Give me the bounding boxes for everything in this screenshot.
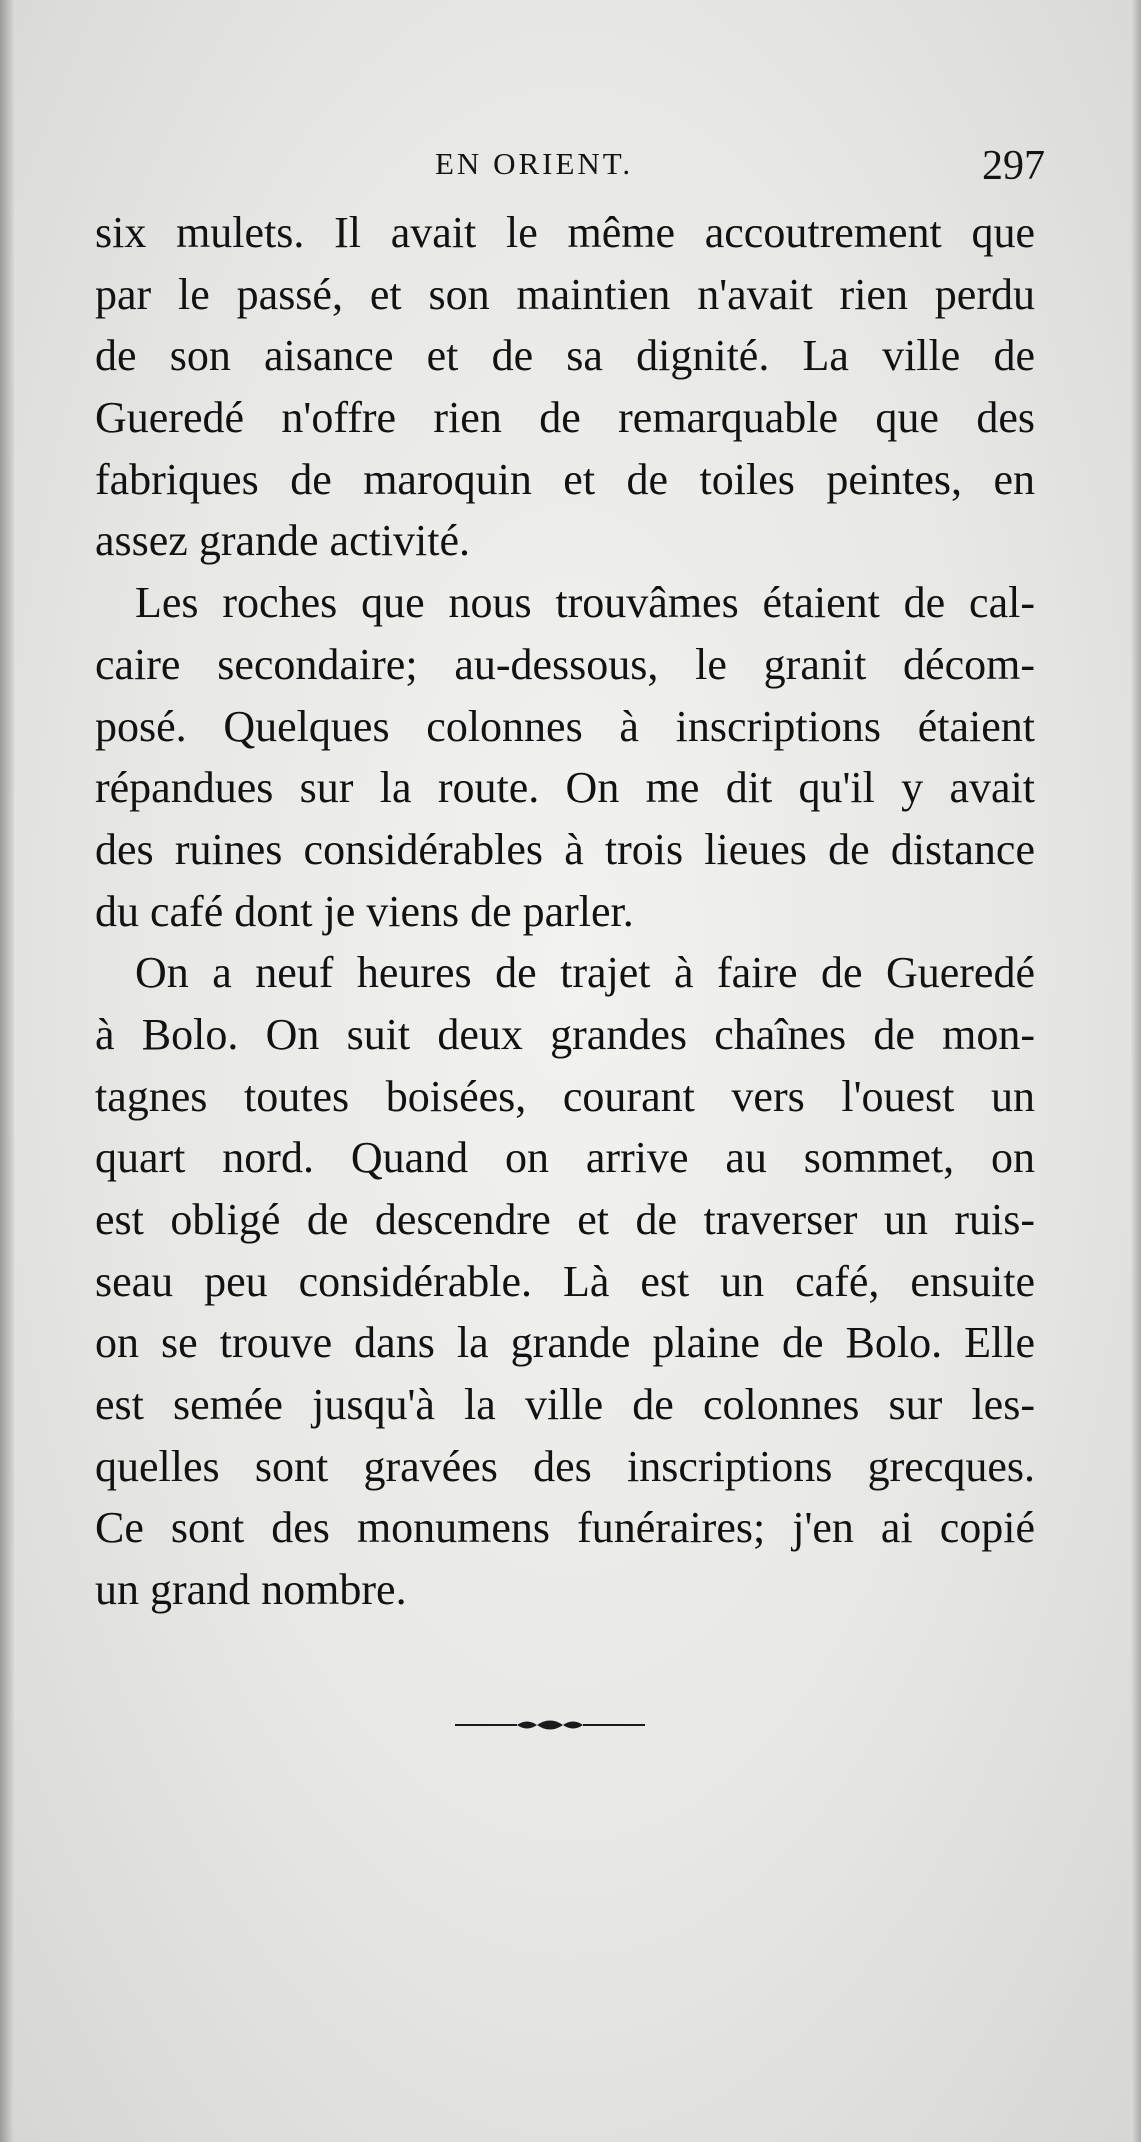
text-line: par le passé, et son maintien n'avait rien perdu	[95, 269, 1035, 319]
section-end-ornament	[455, 1713, 645, 1737]
page-edge-shadow-right	[1131, 0, 1141, 2142]
text-line: six mulets. Il avait le même accoutrement que	[95, 208, 1035, 257]
text-line: répandues sur la route. On me dit qu'il y avait	[95, 763, 1035, 813]
text-line: On a neuf heures de trajet à faire de Gueredé	[135, 948, 1035, 998]
text-line: des ruines considérables à trois lieues de distance	[95, 824, 1035, 874]
paragraph	[95, 942, 1035, 1621]
running-head: EN ORIENT.	[435, 146, 634, 181]
text-line: assez grande activité.	[95, 516, 471, 566]
text-line: quelles sont gravées des inscriptions grecques.	[95, 1441, 1035, 1491]
text-line: Les roches que nous trouvâmes étaient de cal-	[135, 578, 1035, 628]
text-line: Ce sont des monumens funéraires; j'en ai copié	[95, 1503, 1035, 1553]
text-line: du café dont je viens de parler.	[95, 886, 634, 936]
text-line: seau peu considérable. Là est un café, ensuite	[95, 1256, 1035, 1306]
paragraph	[95, 572, 1035, 942]
page-number: 297	[982, 143, 1045, 189]
text-line: est obligé de descendre et de traverser un ruis-	[95, 1195, 1035, 1244]
body-text	[95, 202, 1035, 1621]
text-line: de son aisance et de sa dignité. La ville de	[95, 331, 1035, 381]
text-line: est semée jusqu'à la ville de colonnes sur les-	[95, 1380, 1035, 1430]
text-line: à Bolo. On suit deux grandes chaînes de mon-	[95, 1009, 1035, 1059]
text-line: un grand nombre.	[95, 1565, 407, 1615]
paragraph	[95, 202, 1035, 572]
text-line: quart nord. Quand on arrive au sommet, on	[95, 1133, 1035, 1183]
text-line: Gueredé n'offre rien de remarquable que des	[95, 393, 1035, 443]
text-line: caire secondaire; au-dessous, le granit décom-	[95, 639, 1035, 689]
text-line: on se trouve dans la grande plaine de Bolo. Elle	[95, 1318, 1035, 1368]
text-line: posé. Quelques colonnes à inscriptions étaient	[95, 701, 1035, 751]
page-header	[95, 142, 1045, 192]
text-line: fabriques de maroquin et de toiles peintes, en	[95, 454, 1035, 504]
page-edge-shadow-left	[0, 0, 14, 2142]
text-line: tagnes toutes boisées, courant vers l'ouest un	[95, 1071, 1035, 1121]
